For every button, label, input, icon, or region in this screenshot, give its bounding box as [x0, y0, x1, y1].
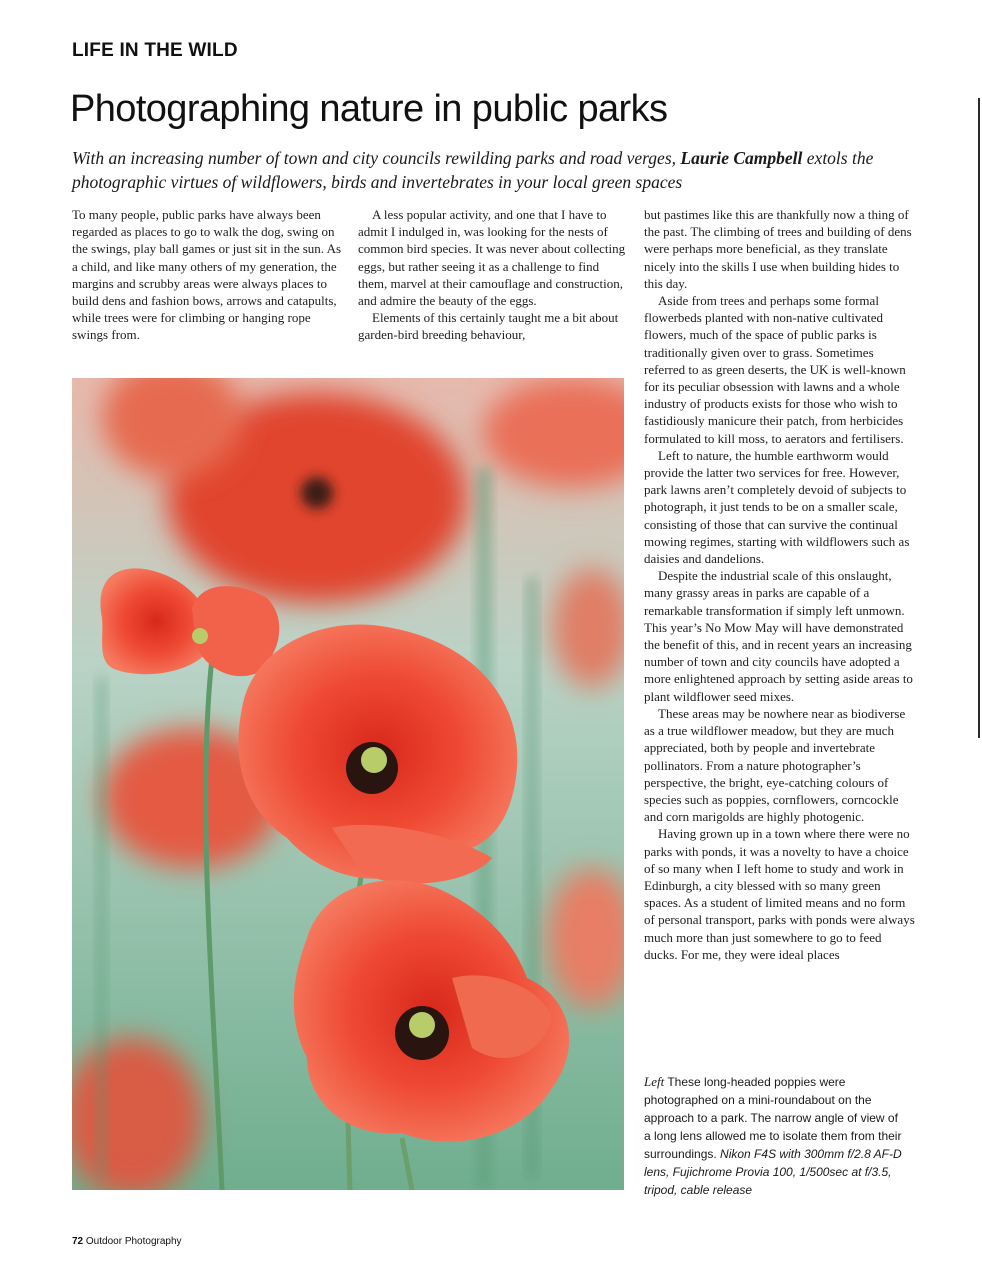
headline: Photographing nature in public parks — [70, 88, 668, 130]
caption-technical: Nikon F4S with 300mm f/2.8 AF-D lens, Fujichrome Provia 100, 1/500sec at f/3.5, tripod, cable release — [644, 1147, 902, 1197]
page-number: 72 — [72, 1236, 84, 1247]
body-column-2 — [358, 206, 630, 344]
bokeh-centre — [301, 477, 333, 509]
paragraph: Left to nature, the humble earthworm would provide the latter two services for free. However, park lawns aren’t completely devoid of subjects to photograph, it just tends to be on a smaller scale, consisting of those that can survive the continual mowing regimes, starting with wildflowers such as daisies and dandelions. — [644, 447, 910, 567]
section-label: LIFE IN THE WILD — [72, 40, 238, 61]
author-name: Laurie Campbell — [680, 148, 803, 168]
caption-text: These long-headed poppies were photographed on a mini-roundabout on the approach to a park. The narrow angle of view of a long lens allowed me to isolate them from their surroundings. — [644, 1075, 902, 1161]
photo-caption — [644, 1073, 906, 1199]
poppy-bud — [192, 628, 208, 644]
paragraph: To many people, public parks have always been regarded as places to go to walk the dog, swing on the swings, play ball games or just sit in the sun. As a child, and like many others of my generation, the margins and scrubby areas were always places to build dens and fashion bows, arrows and catapults, while trees were for climbing or hanging rope swings from. — [72, 207, 342, 343]
poppy-stigma — [361, 747, 387, 773]
paragraph: but pastimes like this are thankfully now a thing of the past. The climbing of trees and building of dens were perhaps more beneficial, as they translate nicely into the skills I use when building hides to this day. — [644, 207, 912, 291]
paragraph: A less popular activity, and one that I have to admit I indulged in, was looking for the nests of common bird species. It was never about collecting eggs, but rather seeing it as a challenge to find them, marvel at their camouflage and construction, and admire the beauty of the eggs. — [358, 207, 626, 309]
standfirst-intro: With an increasing number of town and city councils rewilding parks and road verges, — [72, 148, 681, 168]
standfirst-outro: extols the photographic virtues of wildflowers, birds and invertebrates in your local green spaces — [72, 148, 874, 192]
body-column-3 — [644, 206, 916, 963]
paragraph: Elements of this certainly taught me a bit about garden-bird breeding behaviour, — [358, 310, 619, 343]
page-folio — [72, 1236, 182, 1247]
body-column-1 — [72, 206, 347, 344]
paragraph: Having grown up in a town where there were no parks with ponds, it was a novelty to have a choice of so many when I left home to study and work in Edinburgh, a city blessed with so many green spaces. As a student of limited means and no form of personal transport, parks with ponds were always much more than just somewhere to go to feed ducks. For me, they were ideal places — [644, 826, 915, 962]
caption-position: Left — [644, 1074, 665, 1089]
paragraph: Aside from trees and perhaps some formal flowerbeds planted with non-native cultivated flowers, much of the space of public parks is traditionally given over to grass. Sometimes referred to as green deserts, the UK is well-known for its peculiar obsession with lawns and a whole industry of products exists for those who wish to fastidiously manicure their patch, from herbicides formulated to kill moss, to aerators and fertilisers. — [644, 293, 906, 446]
standfirst — [72, 146, 892, 194]
edge-rule — [978, 98, 980, 738]
paragraph: Despite the industrial scale of this onslaught, many grassy areas in parks are capable of a remarkable transformation if simply left unmown. This year’s No Mow May will have demonstrated the benefit of this, and in recent years an increasing number of town and city councils have adopted a more enlightened approach by setting aside areas to plant wildflower seed mixes. — [644, 568, 913, 704]
poppy-stigma — [409, 1012, 435, 1038]
bokeh-stem — [97, 678, 106, 1178]
poppy-photo — [72, 378, 624, 1190]
magazine-title: Outdoor Photography — [85, 1236, 182, 1247]
paragraph: These areas may be nowhere near as biodiverse as a true wildflower meadow, but they are much appreciated, both by people and invertebrate pollinators. From a nature photographer’s perspective, the bright, eye-catching colours of species such as poppies, cornflowers, corncockle and corn marigolds are highly photogenic. — [644, 705, 906, 825]
